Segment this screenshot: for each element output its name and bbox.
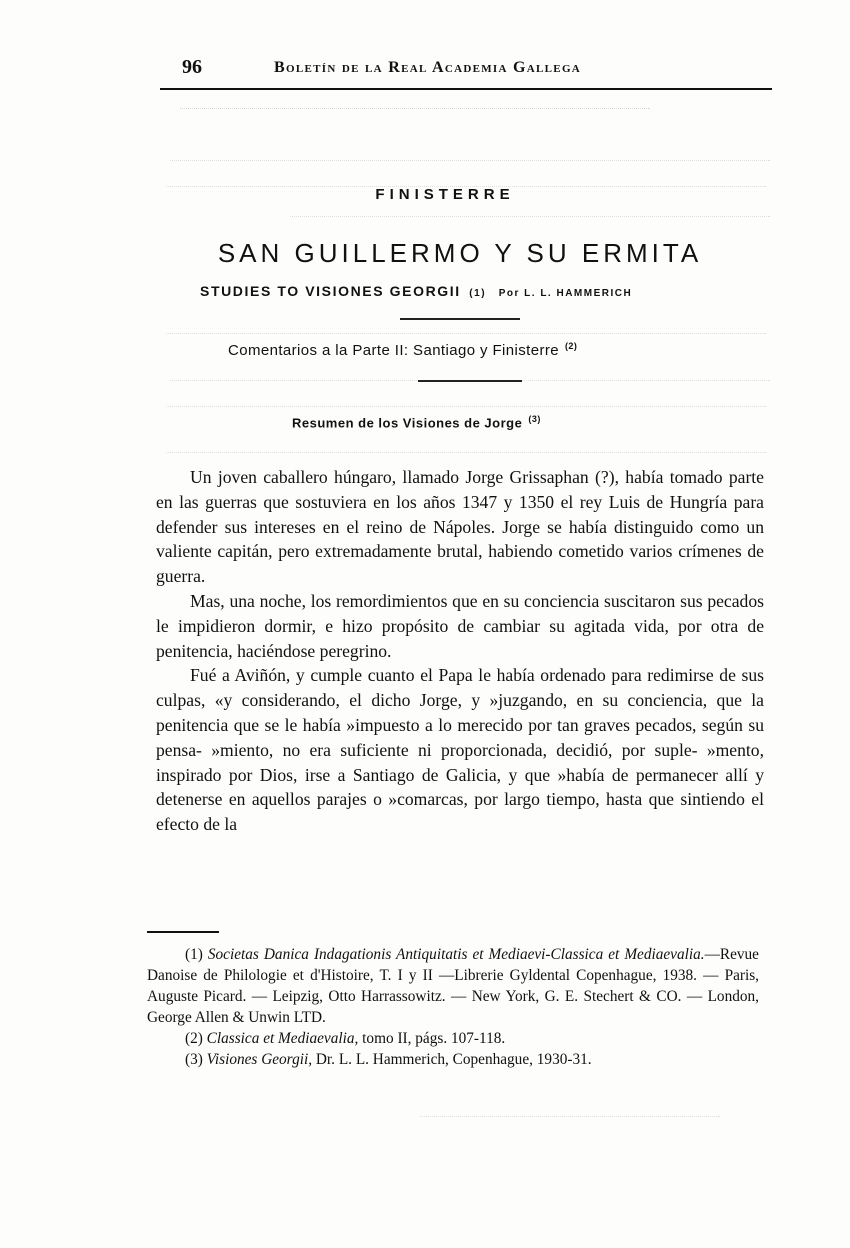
article-title: SAN GUILLERMO Y SU ERMITA xyxy=(217,238,703,268)
subtitle-line xyxy=(200,283,760,301)
summary-note: (3) xyxy=(528,414,541,424)
summary-heading xyxy=(292,414,692,430)
footnote-marker: (3) xyxy=(185,1051,203,1068)
footnote-text: —Revue Danoise de Philologie et d'Histoire, T. I y II —Librerie Gyldental Copenhague, 1938. — Paris, Auguste Picard. — Leipzig, Otto Harrassowitz. — New York, G. E. Stechert & CO. — London, George Allen & Unwin LTD. xyxy=(147,946,759,1026)
footnote-rule xyxy=(147,931,219,933)
page-number: 96 xyxy=(182,56,202,78)
footnote xyxy=(147,944,759,1028)
footnote xyxy=(147,1049,759,1070)
summary-text: Resumen de los Visiones de Jorge xyxy=(292,415,523,431)
paragraph: Un joven caballero húngaro, llamado Jorge Grissaphan (?), había tomado parte en las guerras que sostuviera en los años 1347 y 1350 el rey Luis de Hungría para defender sus intereses en el reino de Nápoles. Jorge se había distinguido como un valiente capitán, pero extremadamente brutal, habiendo cometido varios crímenes de guerra. xyxy=(156,467,764,587)
page-header xyxy=(160,54,772,88)
section-title: FINISTERRE xyxy=(375,186,515,203)
commentary-note: (2) xyxy=(565,341,578,351)
subtitle-note: (1) xyxy=(469,288,487,299)
footnote-italic: Societas Danica Indagationis Antiquitatis et Mediaevi-Classica et Mediaevalia. xyxy=(207,946,705,963)
body-text xyxy=(156,465,764,837)
footnote-text: Dr. L. L. Hammerich, Copenhague, 1930-31. xyxy=(315,1051,592,1068)
running-head: Boletín de la Real Academia Gallega xyxy=(274,59,582,76)
header-rule xyxy=(160,88,772,90)
commentary-divider xyxy=(418,380,522,382)
commentary-heading xyxy=(228,341,728,359)
paragraph: Mas, una noche, los remordimientos que en su conciencia suscitaron sus pecados le impidieron dormir, e hizo propósito de cambiar su agitada vida, por otra de penitencia, haciéndose peregrino. xyxy=(156,590,764,661)
title-divider xyxy=(400,318,520,320)
paragraph: Fué a Aviñón, y cumple cuanto el Papa le había ordenado para redimirse de sus culpas, «y considerando, el dicho Jorge, y »juzgando, en su conciencia, que la penitencia que se le había »impuesto a lo merecido por tan graves pecados, según su pensa- »miento, no era suficiente ni proporcionada, decidió, por suple- »mento, inspirado por Dios, irse a Santiago de Galicia, y que »había de permanecer allí y detenerse en aquellos parajes o »comarcas, por largo tiempo, hasta que sintiendo el efecto de la xyxy=(156,665,764,835)
footnote-marker: (2) xyxy=(185,1030,203,1047)
author: Por L. L. HAMMERICH xyxy=(498,288,633,299)
footnote-italic: Classica et Mediaevalia, xyxy=(206,1030,359,1047)
footnote-text: tomo II, págs. 107-118. xyxy=(362,1030,506,1047)
footnote-marker: (1) xyxy=(185,946,203,963)
footnote-italic: Visiones Georgii, xyxy=(206,1051,313,1068)
footnotes xyxy=(147,944,759,1070)
subtitle: STUDIES TO VISIONES GEORGII xyxy=(200,283,461,299)
commentary-text: Comentarios a la Parte II: Santiago y Finisterre xyxy=(228,342,560,359)
footnote xyxy=(147,1028,759,1049)
